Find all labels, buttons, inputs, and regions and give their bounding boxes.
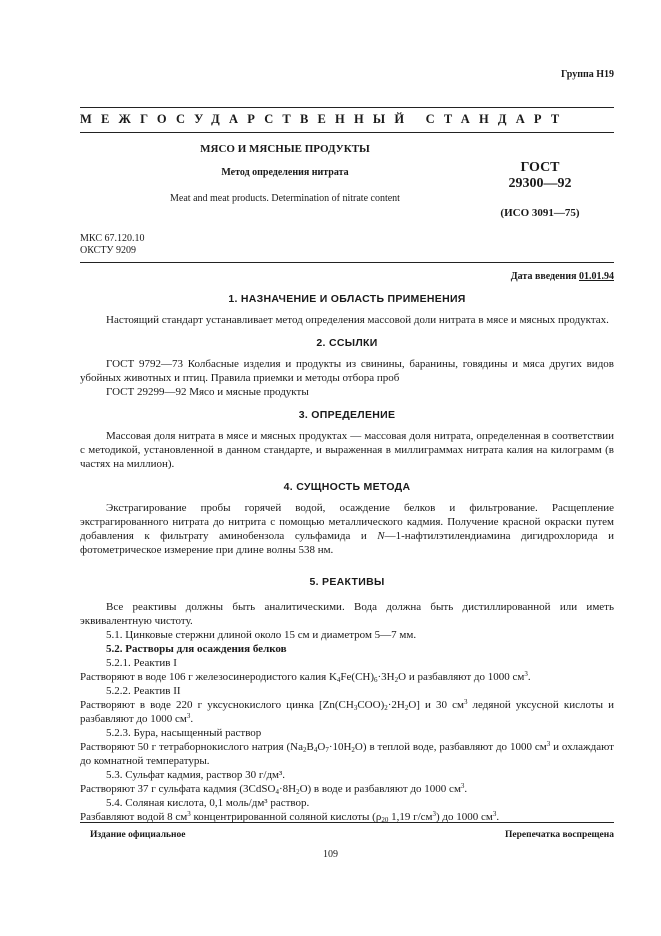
standard-banner: МЕЖГОСУДАРСТВЕННЫЙ СТАНДАРТ xyxy=(80,112,569,126)
item-5-1: 5.1. Цинковые стержни длиной около 15 см и диаметром 5—7 мм. xyxy=(106,629,417,641)
section-4-heading: 4. СУЩНОСТЬ МЕТОДА xyxy=(283,481,411,493)
item-5-2-1-text: Растворяют в воде 106 г железосинеродистого калия $K_4Fe(CH)_6\cdot 3H_2O$ и разбавляют до 1000 $см^3$. xyxy=(80,670,531,684)
item-5-2-1: 5.2.1. Реактив I xyxy=(106,657,177,669)
section-1-heading: 1. НАЗНАЧЕНИЕ И ОБЛАСТЬ ПРИМЕНЕНИЯ xyxy=(228,293,466,305)
item-5-3-text: Растворяют 37 г сульфата кадмия $(3CdSO_4\cdot 8H_2O)$ в воде и разбавляют до 1000 $см^3$. xyxy=(80,782,468,796)
english-title: Meat and meat products. Determination of nitrate content xyxy=(170,193,400,204)
section-5-heading: 5. РЕАКТИВЫ xyxy=(309,576,385,588)
item-5-2: 5.2. Растворы для осаждения белков xyxy=(106,643,287,655)
mks-code: МКС 67.120.10 xyxy=(80,233,145,244)
item-5-4: 5.4. Соляная кислота, 0,1 моль/дм³ раствор. xyxy=(106,797,310,809)
header-separator xyxy=(80,262,614,263)
document-subtitle: Метод определения нитрата xyxy=(221,167,349,178)
introduction-date-value: 01.01.94 xyxy=(579,271,614,282)
banner-rule-top xyxy=(80,107,614,108)
iso-designation: (ИСО 3091—75) xyxy=(500,207,580,219)
item-5-4-text: Разбавляют водой 8 $см^3$ концентрированной соляной кислоты ($\rho_{20}$ 1,19 $г/см^3$) до 1000 $см^3$. xyxy=(80,810,500,824)
item-5-2-2-text: Растворяют в воде 220 г уксуснокислого цинка $[Zn(CH_3COO)_2\cdot 2H_2O]$ и 30 $см^3$ ледяной уксусной кислоты и разбавляют до 1000 $см^3$. xyxy=(80,698,614,725)
section-1-text: Настоящий стандарт устанавливает метод определения массовой доли нитрата в мясе и мясных продуктах. xyxy=(106,314,609,326)
document-body xyxy=(80,288,614,824)
item-5-3: 5.3. Сульфат кадмия, раствор 30 г/дм³. xyxy=(106,769,286,781)
page-number: 109 xyxy=(323,849,338,860)
section-3-heading: 3. ОПРЕДЕЛЕНИЕ xyxy=(298,409,396,421)
introduction-date-label: Дата введения xyxy=(510,271,577,282)
document-title: МЯСО И МЯСНЫЕ ПРОДУКТЫ xyxy=(200,143,370,155)
section-4-text: Экстрагирование пробы горячей водой, осаждение белков и фильтрование. Расщепление экстрагированного нитрата до нитрита с помощью металлического кадмия. Получение красной окраски путем добавления к фильтрату аминобензола сульфамида и N—1-нафтилэтилендиамина дигидрохлорида и фотометрическое измерение при длине волны 538 нм. xyxy=(80,502,614,556)
section-3-text: Массовая доля нитрата в мясе и мясных продуктах — массовая доля нитрата, определенная в соответствии с методикой, установленной в данном стандарте, и выраженная в миллиграммах нитрата калия на килограмм (в частях на миллион). xyxy=(80,430,614,470)
official-edition-note: Издание официальное xyxy=(90,830,186,840)
item-5-2-2: 5.2.2. Реактив II xyxy=(106,685,181,697)
gost-label: ГОСТ xyxy=(520,160,560,175)
okstu-code: ОКСТУ 9209 xyxy=(80,245,137,256)
footer-rule xyxy=(80,822,614,823)
item-5-2-3-text: Растворяют 50 г тетраборнокислого натрия $(Na_2B_4O_7\cdot 10H_2O)$ в теплой воде, разбавляют до 1000 $см^3$ и охлаждают до комнатной температуры. xyxy=(80,740,614,767)
section-5-intro: Все реактивы должны быть аналитическими. Вода должна быть дистиллированной или иметь эквивалентную чистоту. xyxy=(80,601,614,627)
introduction-date xyxy=(511,271,614,282)
section-2-reference-1: ГОСТ 9792—73 Колбасные изделия и продукты из свинины, баранины, говядины и мяса других видов убойных животных и птиц. Правила приемки и методы отбора проб xyxy=(80,358,614,384)
item-5-2-3: 5.2.3. Бура, насыщенный раствор xyxy=(106,727,262,739)
section-2-reference-2: ГОСТ 29299—92 Мясо и мясные продукты xyxy=(106,386,309,398)
reprint-prohibited-note: Перепечатка воспрещена xyxy=(504,830,614,840)
section-2-heading: 2. ССЫЛКИ xyxy=(316,337,378,349)
group-code: Группа Н19 xyxy=(561,69,614,80)
classification-codes xyxy=(80,233,144,257)
banner-rule-bottom xyxy=(80,132,614,133)
gost-designation xyxy=(470,160,610,192)
gost-number: 29300—92 xyxy=(508,176,572,191)
